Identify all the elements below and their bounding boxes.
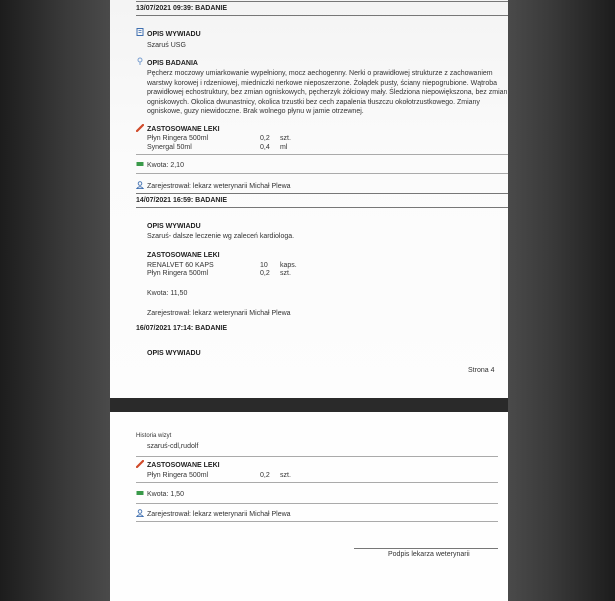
- drug-name: Synergal 50ml: [147, 144, 192, 151]
- registered-by: Zarejestrował: lekarz weterynarii Michał Plewa: [147, 511, 291, 518]
- section-heading-drugs: ZASTOSOWANE LEKI: [147, 252, 220, 259]
- section-heading-interview: OPIS WYWIADU: [147, 350, 201, 357]
- exam-line: ogniskowych. Okolica dwunastnicy, okolica trzustki bez cech zapalenia tłuszczu okołotrzustkowego. Zmiany: [147, 98, 480, 106]
- interview-text: Szaruś- dalsze leczenie wg zaleceń kardiologa.: [147, 233, 295, 240]
- dark-background-right: [508, 0, 615, 601]
- pill-icon: [136, 460, 144, 468]
- pill-icon: [136, 124, 144, 132]
- drug-unit: szt.: [280, 135, 291, 142]
- section-heading-exam: OPIS BADANIA: [147, 60, 198, 67]
- amount-text: Kwota: 2,10: [147, 162, 184, 169]
- drug-name: RENALVET 60 KAPS: [147, 262, 214, 269]
- exam-icon: [136, 57, 144, 65]
- section-divider: [136, 482, 498, 483]
- entry-header-rule: [136, 15, 508, 16]
- drug-name: Płyn Ringera 500ml: [147, 135, 209, 142]
- entry-top-rule: [136, 193, 508, 194]
- entry-top-rule: [136, 1, 508, 2]
- drug-unit: szt.: [280, 270, 291, 277]
- drug-qty: 10: [260, 262, 268, 269]
- document-page-5: [110, 412, 508, 601]
- amount-text: Kwota: 1,50: [147, 491, 184, 498]
- signature-line: [354, 548, 498, 549]
- interview-text: Szaruś USG: [147, 42, 186, 49]
- patient-name: szaruś-cdl,rudolf: [147, 443, 199, 450]
- drug-qty: 0,2: [260, 270, 270, 277]
- registered-by: Zarejestrował: lekarz weterynarii Michał Plewa: [147, 183, 291, 190]
- dark-background-left: [0, 0, 110, 601]
- money-icon: [136, 160, 144, 168]
- entry-header-rule: [136, 207, 508, 208]
- section-divider: [136, 173, 508, 174]
- section-heading-drugs: ZASTOSOWANE LEKI: [147, 126, 220, 133]
- doctor-icon: [136, 509, 144, 517]
- signature-label: Podpis lekarza weterynarii: [388, 551, 470, 558]
- exam-line: ogniskowe, guzy niewidoczne. Brak wolnego płynu w jamie otrzewnej.: [147, 108, 364, 116]
- drug-qty: 0,2: [260, 135, 270, 142]
- entry-header: 16/07/2021 17:14: BADANIE: [136, 325, 228, 332]
- history-label: Historia wizyt: [136, 433, 172, 439]
- exam-line: warstwy korowej i rdzeniowej, miedniczki nerkowe nieposzerzone. Żołądek pusty, ściany niepogrubione. Wątroba: [147, 79, 498, 87]
- drug-qty: 0,2: [260, 472, 270, 479]
- doctor-icon: [136, 181, 144, 189]
- section-divider: [136, 521, 498, 522]
- drug-unit: kaps.: [280, 262, 297, 269]
- amount-text: Kwota: 11,50: [147, 290, 188, 297]
- section-heading-interview: OPIS WYWIADU: [147, 31, 201, 38]
- section-divider: [136, 503, 498, 504]
- section-heading-drugs: ZASTOSOWANE LEKI: [147, 462, 220, 469]
- entry-header: 13/07/2021 09:39: BADANIE: [136, 5, 228, 12]
- section-divider: [136, 154, 508, 155]
- drug-unit: ml: [280, 144, 288, 151]
- drug-name: Płyn Ringera 500ml: [147, 270, 209, 277]
- page-number: Strona 4: [468, 367, 495, 374]
- document-page-4: [110, 0, 508, 398]
- drug-name: Płyn Ringera 500ml: [147, 472, 209, 479]
- entry-header: 14/07/2021 16:59: BADANIE: [136, 197, 228, 204]
- exam-line: prawidłowej echostruktury, bez zmian ogniskowych, pęcherzyk żółciowy mały. Śledziona niepowiększona, bez zmian: [147, 89, 508, 97]
- money-icon: [136, 489, 144, 497]
- registered-by: Zarejestrował: lekarz weterynarii Michał Plewa: [147, 310, 291, 317]
- drug-qty: 0,4: [260, 144, 270, 151]
- interview-icon: [136, 28, 144, 36]
- section-heading-interview: OPIS WYWIADU: [147, 223, 201, 230]
- drug-unit: szt.: [280, 472, 291, 479]
- exam-line: Pęcherz moczowy umiarkowanie wypełniony, mocz aechogenny. Nerki o prawidłowej strukturze z zachowaniem: [147, 70, 493, 77]
- exam-description: [147, 69, 507, 117]
- section-divider: [136, 456, 498, 457]
